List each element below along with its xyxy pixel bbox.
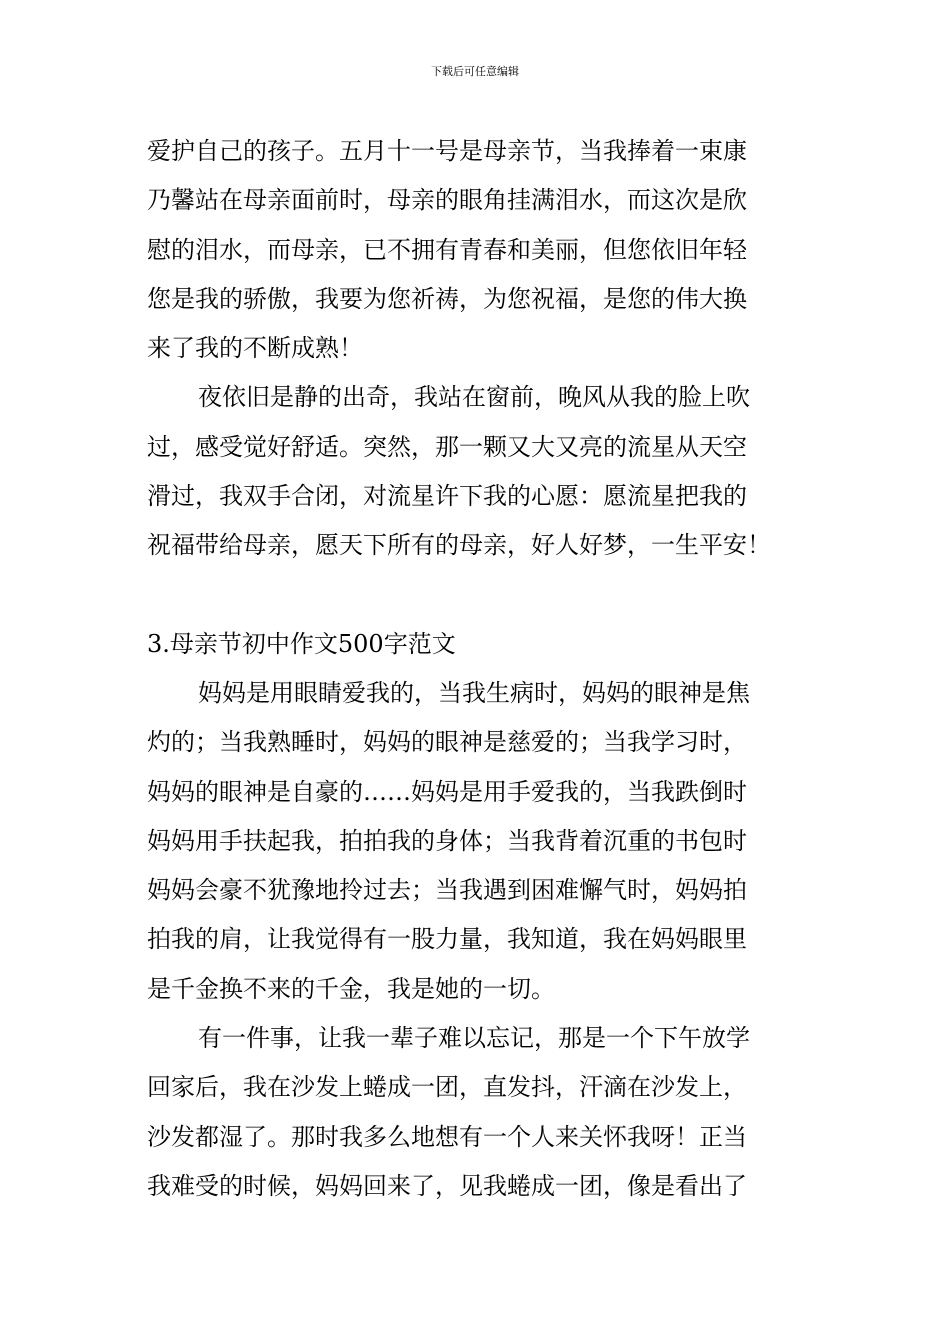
text-line: 妈妈是用眼睛爱我的，当我生病时，妈妈的眼神是焦 (198, 678, 750, 707)
text-line: 有一件事，让我一辈子难以忘记，那是一个下午放学 (198, 1024, 750, 1053)
paragraph-1 (147, 127, 817, 373)
paragraph-4 (147, 1014, 817, 1211)
section-heading: 3.母亲节初中作文500字范文 (147, 629, 456, 658)
text-line: 来了我的不断成熟！ (147, 334, 363, 363)
text-line: 夜依旧是静的出奇，我站在窗前，晚风从我的脸上吹 (198, 383, 750, 412)
text-line: 沙发都湿了。那时我多么地想有一个人来关怀我呀！正当 (147, 1122, 747, 1151)
text-line: 回家后，我在沙发上蜷成一团，直发抖，汗滴在沙发上， (147, 1073, 747, 1102)
text-line: 过，感受觉好舒适。突然，那一颗又大又亮的流星从天空 (147, 432, 747, 461)
text-line: 拍我的肩，让我觉得有一股力量，我知道，我在妈妈眼里 (147, 925, 747, 954)
text-line: 妈妈用手扶起我，拍拍我的身体；当我背着沉重的书包时 (147, 826, 747, 855)
text-line: 灼的；当我熟睡时，妈妈的眼神是慈爱的；当我学习时， (147, 728, 747, 757)
text-line: 您是我的骄傲，我要为您祈祷，为您祝福，是您的伟大换 (147, 284, 747, 313)
text-line: 爱护自己的孩子。五月十一号是母亲节，当我捧着一束康 (147, 137, 747, 165)
text-line: 慰的泪水，而母亲，已不拥有青春和美丽，但您依旧年轻 (147, 235, 747, 264)
text-line: 祝福带给母亲，愿天下所有的母亲，好人好梦，一生平安！ (147, 531, 771, 560)
paragraph-3 (147, 669, 817, 1014)
text-line: 是千金换不来的千金，我是她的一切。 (147, 974, 555, 1003)
text-line: 妈妈会豪不犹豫地拎过去；当我遇到困难懈气时，妈妈拍 (147, 876, 747, 905)
page-header: 下载后可任意编辑 (431, 65, 519, 78)
text-line: 我难受的时候，妈妈回来了，见我蜷成一团，像是看出了 (147, 1171, 747, 1200)
text-line: 滑过，我双手合闭，对流星许下我的心愿：愿流星把我的 (147, 482, 747, 511)
document-body (147, 127, 817, 1211)
text-line: 乃馨站在母亲面前时，母亲的眼角挂满泪水，而这次是欣 (147, 186, 747, 215)
paragraph-2 (147, 373, 817, 570)
text-line: 妈妈的眼神是自豪的……妈妈是用手爱我的，当我跌倒时 (147, 777, 747, 806)
